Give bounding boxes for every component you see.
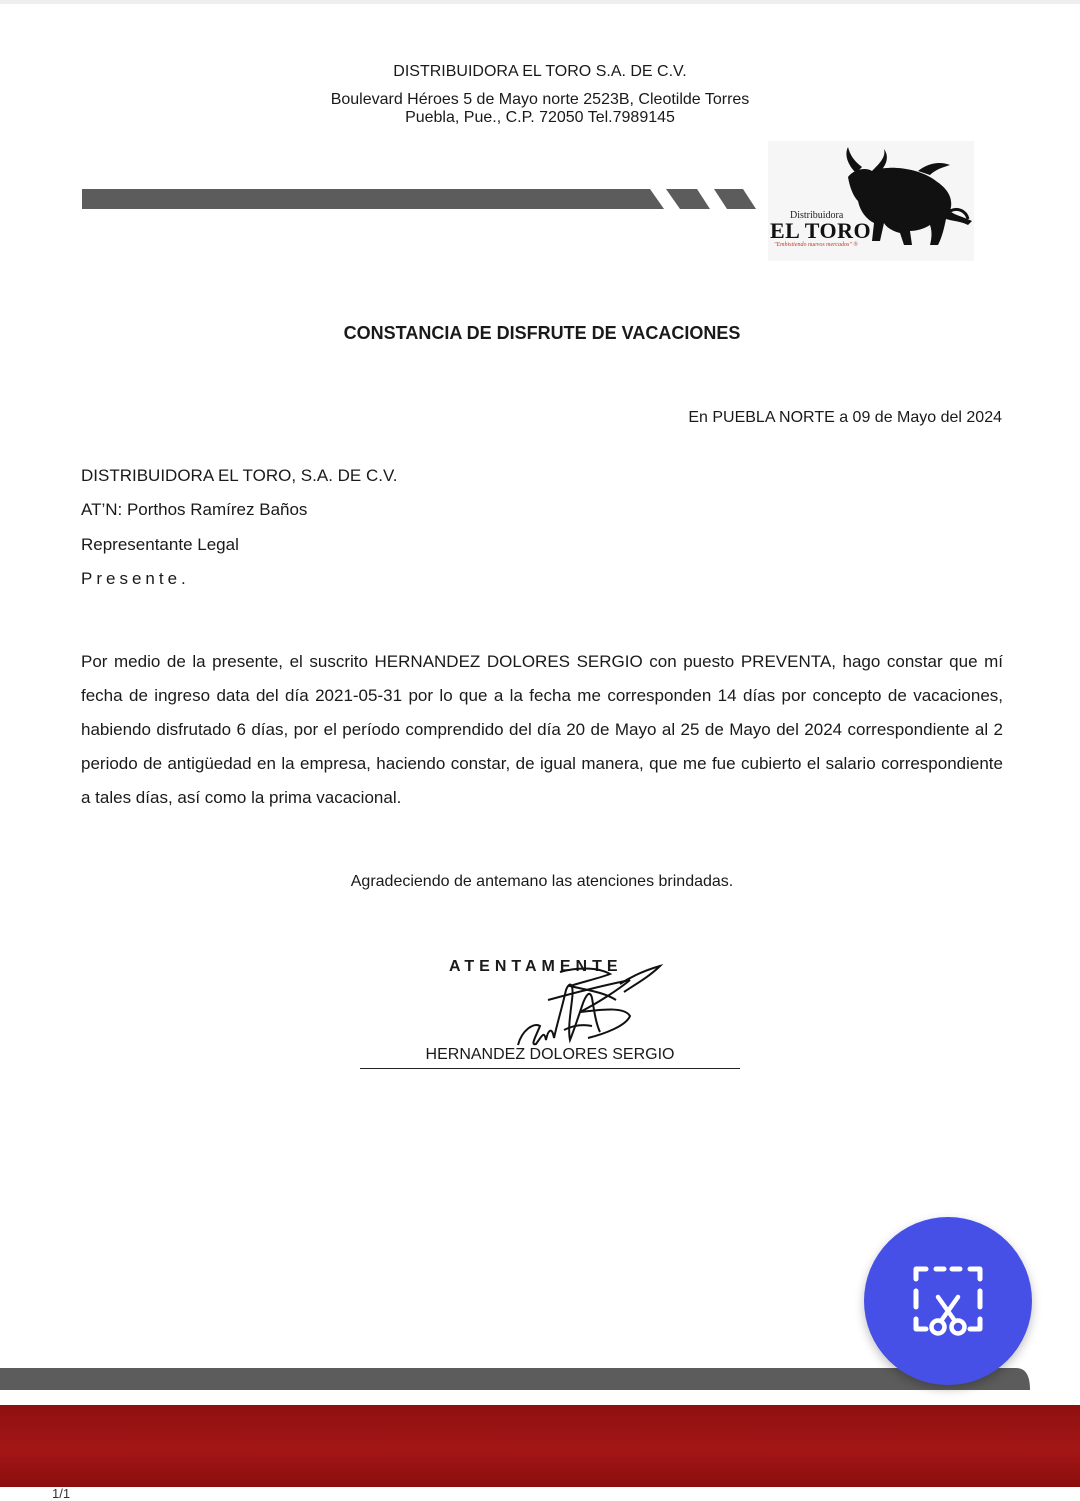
screenshot-crop-button[interactable] [864,1217,1032,1385]
signature-line [360,1068,740,1069]
logo-small-text: Distribuidora [790,210,844,221]
letterhead-address-line2: Puebla, Pue., C.P. 72050 Tel.7989145 [405,109,675,126]
recipient-company: DISTRIBUIDORA EL TORO, S.A. DE C.V. [81,466,398,485]
date-line: En PUEBLA NORTE a 09 de Mayo del 2024 [688,409,1002,426]
recipient-greeting: Presente. [81,569,190,588]
viewer-top-border [0,0,1080,4]
thanks-line: Agradeciendo de antemano las atenciones brindadas. [350,873,734,890]
company-logo [768,141,974,261]
logo-brand: EL TORO [770,218,872,243]
closing-text: ATENTAMENTE [449,958,623,975]
recipient-attn: AT’N: Porthos Ramírez Baños [81,500,308,519]
letterhead-address-line1: Boulevard Héroes 5 de Mayo norte 2523B, Cleotilde Torres [330,91,750,108]
letterhead-company: DISTRIBUIDORA EL TORO S.A. DE C.V. [393,63,687,80]
header-decorative-stripe [0,183,760,213]
body-paragraph: Por medio de la presente, el suscrito HERNANDEZ DOLORES SERGIO con puesto PREVENTA, hago constar que mí fecha de ingreso data del día 2021-05-31 por lo que a la fecha me corresponden 14 días por concepto de vacaciones, habiendo disfrutado 6 días, por el período comprendido del día 20 de Mayo al 25 de Mayo del 2024 correspondiente al 2 periodo de antigüedad en la empresa, haciendo constar, de igual manera, que me fue cubierto el salario correspondiente a tales días, así como la prima vacacional. [81,652,1003,807]
document-title: CONSTANCIA DE DISFRUTE DE VACACIONES [343,323,741,343]
screenshot-crop-icon [908,1261,988,1341]
handwritten-signature [500,960,670,1060]
recipient-role: Representante Legal [81,535,239,554]
signer-name: HERNANDEZ DOLORES SERGIO [425,1046,675,1063]
logo-tagline: "Embistiendo nuevos mercados" ® [774,242,858,248]
page-indicator: 1/1 [52,1486,71,1501]
footer-red-band [0,1405,1080,1487]
